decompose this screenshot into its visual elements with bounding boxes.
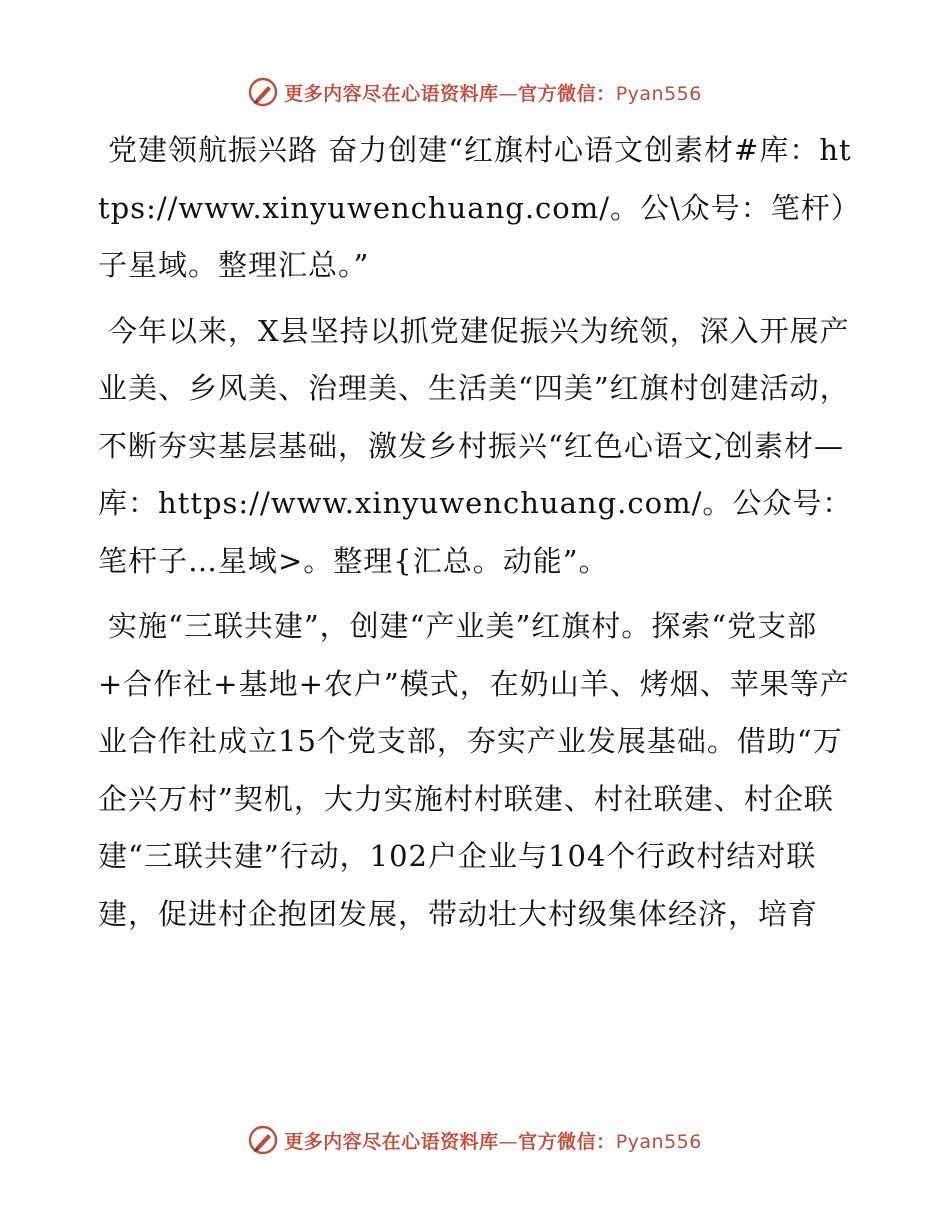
watermark-id: Pyan556 [615, 82, 702, 105]
paragraph-industry: 实施“三联共建”，创建“产业美”红旗村。探索“党支部+合作社+基地+农户”模式，在奶山羊、烤烟、苹果等产业合作社成立15个党支部，夯实产业发展基础。借助“万企兴万村”契机，大力实施村村联建、村社联建、村企联建“三联共建”行动，102户企业与104个行政村结对联建，促进村企抱团发展，带动壮大村级集体经济，培育 [98, 609, 850, 931]
watermark-dash: — [498, 82, 519, 105]
header-watermark [0, 72, 950, 112]
watermark-text [284, 1127, 702, 1154]
paragraph-title: 党建领航振兴路 奋力创建“红旗村心语文创素材#库：https://www.xinyuwenchuang.com/。公\众号：笔杆）子星域。整理汇总。” [98, 133, 852, 282]
watermark-id: Pyan556 [615, 1130, 702, 1153]
pen-logo-icon [248, 1125, 278, 1155]
watermark-dash: — [498, 1130, 519, 1153]
paragraph-intro: 今年以来，X县坚持以抓党建促振兴为统领，深入开展产业美、乡风美、治理美、生活美“四美”红旗村创建活动，不断夯实基层基础，激发乡村振兴“红色心语文̀,创素材—库：https://www.xinyuwenchuang.com/。公众号：笔杆子…星域>。整理{汇总。动能”。 [98, 313, 853, 578]
watermark-tail: 官方微信： [518, 82, 616, 105]
footer-watermark [0, 1120, 950, 1160]
pen-logo-icon [248, 77, 278, 107]
watermark-text [284, 79, 702, 106]
watermark-tail: 官方微信： [518, 1130, 616, 1153]
watermark-main: 更多内容尽在心语资料库 [284, 82, 499, 105]
watermark-main: 更多内容尽在心语资料库 [284, 1130, 499, 1153]
document-body [98, 122, 858, 951]
